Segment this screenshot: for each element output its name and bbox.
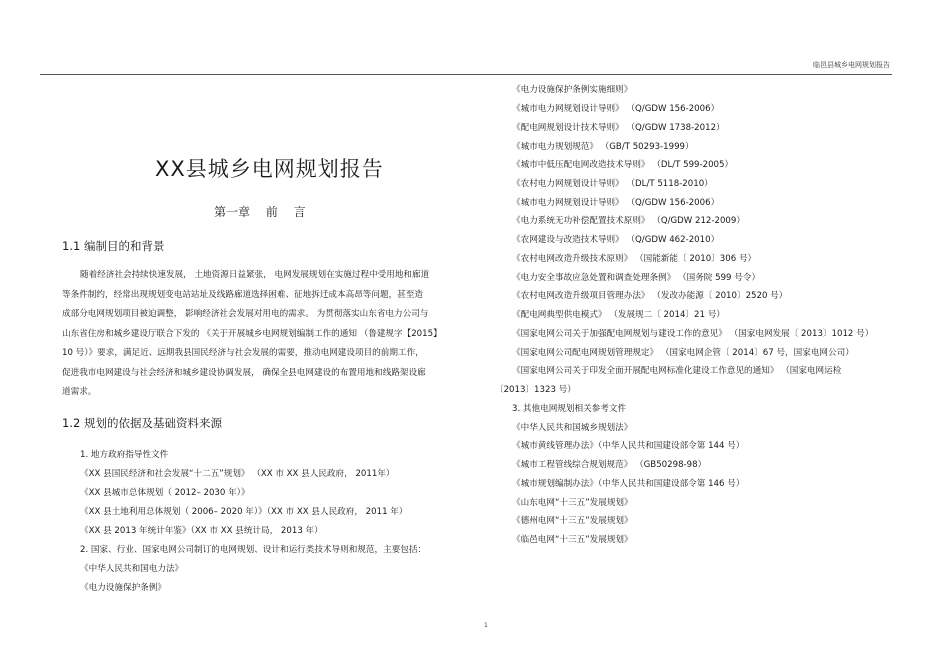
reference-item: 《山东电网“十三五”发展规划》 xyxy=(512,498,633,508)
reference-item: 《国家电网公司配电网规划管理规定》 （国家电网企管〔 2014〕67 号，国家电网公司） xyxy=(512,348,854,358)
paragraph-line: 促进我市电网建设与社会经济和城乡建设协调发展， 确保全县电网建设的布置用地和线路架设廊 xyxy=(62,368,426,378)
reference-item: 《农村电网改造升级项目管理办法》 （发改办能源〔 2010〕2520 号） xyxy=(512,291,788,301)
list-item: 《中华人民共和国电力法》 xyxy=(80,564,184,574)
reference-item: 《城市电力规划规范》 （GB/T 50293-1999） xyxy=(512,142,694,152)
reference-item: 《城市工程管线综合规划规范》 （GB50298-98） xyxy=(512,460,707,470)
page-number: 1 xyxy=(484,622,488,629)
reference-item: 《配电网典型供电模式》 （发展规二〔 2014〕21 号） xyxy=(512,310,725,320)
list-item: 2. 国家、行业、国家电网公司制订的电网规划、设计和运行类技术导则和规范，主要包括： xyxy=(80,545,427,555)
reference-item: 《电力系统无功补偿配置技术原则》 （Q/GDW 212-2009） xyxy=(512,216,745,226)
reference-item: 《农村电网改造升级技术原则》 （国能新能〔 2010〕306 号） xyxy=(512,254,757,264)
reference-item: 《中华人民共和国城乡规划法》 xyxy=(512,423,633,433)
reference-item: 《城市中低压配电网改造技术导则》 （DL/T 599-2005） xyxy=(512,160,734,170)
reference-item: 《电力安全事故应急处置和调查处理条例》 （国务院 599 号令） xyxy=(512,273,761,283)
reference-item: 《城市电力网规划设计导则》 （Q/GDW 156-2006） xyxy=(512,198,720,208)
list-item: 《XX 县土地利用总体规划（ 2006– 2020 年）》（XX 市 XX 县人民政府， 2011 年） xyxy=(80,507,408,517)
paragraph-line: 等条件制约，经常出现规划变电站站址及线路廊道选择困难、征地拆迁成本高昂等问题，甚至造 xyxy=(62,290,423,300)
paragraph-line: 山东省住房和城乡建设厅联合下发的 《关于开展城乡电网规划编制工作的通知 （鲁建规字【2015】 xyxy=(62,329,442,339)
paragraph-line: 道需求。 xyxy=(62,387,97,397)
reference-item: 《城市电力网规划设计导则》 （Q/GDW 156-2006） xyxy=(512,104,720,114)
list-item: 1. 地方政府指导性文件 xyxy=(80,450,169,460)
section-heading-1-1: 1.1 编制目的和背景 xyxy=(62,239,165,253)
reference-item: 《国家电网公司关于印发全面开展配电网标准化建设工作意见的通知》 （国家电网运检 xyxy=(512,366,842,376)
reference-item: 《国家电网公司关于加强配电网规划与建设工作的意见》 （国家电网发展〔 2013〕1012 号） xyxy=(512,329,874,339)
reference-item: 《农村电力网规划设计导则》 （DL/T 5118-2010） xyxy=(512,179,713,189)
reference-item-continuation: 〔2013〕1323 号） xyxy=(495,385,576,395)
paragraph-line: 随着经济社会持续快速发展， 土地资源日益紧张， 电网发展规划在实施过程中受用地和廊道 xyxy=(80,270,430,280)
list-item: 《电力设施保护条例》 xyxy=(80,583,166,593)
section-heading-1-2: 1.2 规划的依据及基础资料来源 xyxy=(62,416,222,430)
reference-item: 《配电网规划设计技术导则》 （Q/GDW 1738-2012） xyxy=(512,123,725,133)
document-title: XX县城乡电网规划报告 xyxy=(155,157,384,181)
reference-item: 《城市黄线管理办法》（中华人民共和国建设部令第 144 号） xyxy=(512,441,745,451)
paragraph-line: 成部分电网规划项目被迫调整， 影响经济社会发展对用电的需求。 为贯彻落实山东省电力公司与 xyxy=(62,309,429,319)
reference-item: 《临邑电网“十三五”发展规划》 xyxy=(512,535,633,545)
paragraph-line: 10 号）》要求，满足近、远期我县国民经济与社会发展的需要，推动电网建设项目的前期工作， xyxy=(62,348,424,358)
reference-item: 《电力设施保护条例实施细则》 xyxy=(512,85,633,95)
header-rule xyxy=(40,74,892,75)
running-header: 临邑县城乡电网规划报告 xyxy=(813,61,890,69)
reference-item: 《农网建设与改造技术导则》 （Q/GDW 462-2010） xyxy=(512,235,720,245)
list-item: 《XX 县城市总体规划（ 2012– 2030 年）》 xyxy=(80,488,250,498)
list-item: 《XX 县 2013 年统计年鉴》（XX 市 XX 县统计局， 2013 年） xyxy=(80,526,323,536)
reference-item: 《德州电网“十三五”发展规划》 xyxy=(512,516,633,526)
list-item: 《XX 县国民经济和社会发展“十二五”规划》 （XX 市 XX 县人民政府， 2011年） xyxy=(80,469,395,479)
reference-subheading: 3. 其他电网规划相关参考文件 xyxy=(512,404,627,414)
reference-item: 《城市规划编制办法》（中华人民共和国建设部令第 146 号） xyxy=(512,479,745,489)
chapter-heading: 第一章 前 言 xyxy=(214,205,306,219)
